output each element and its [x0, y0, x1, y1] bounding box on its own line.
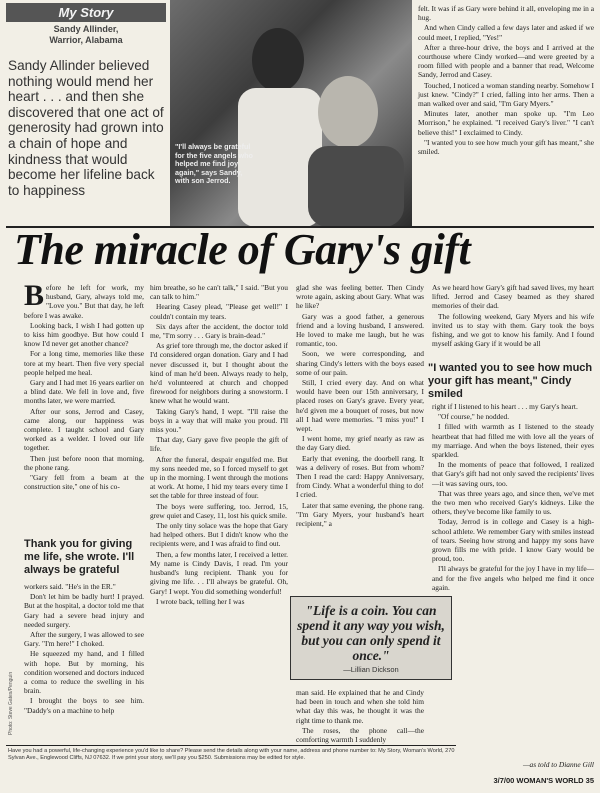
- tr-p2: And when Cindy called a few days later and asked if we could meet, I replied, "Yes!": [418, 23, 594, 42]
- col3-a1: The roses, the phone call—the comforting warmth I suddenly: [296, 725, 424, 745]
- col1-first: [24, 279, 144, 320]
- col4-b3: In the moments of peace that followed, I realized that Gary's gift had not only saved the recipients' lives—it was saving ours, too.: [432, 460, 594, 488]
- col2-p7: The boys were suffering, too. Jerrod, 15, grew quiet and Casey, 11, lost his quick smile.: [150, 501, 288, 520]
- col4-p1: The following weekend, Gary Myers and his wife invited us to stay with them. Gary took the boys fishing, and we got to know his family. And I found myself asking Gary if it would be all: [432, 311, 594, 349]
- photo-caption: "I'll always be grateful for the five angels who helped me find joy again," says Sandy, with son Jerrod.: [175, 142, 253, 186]
- page-folio: 3/7/00 WOMAN'S WORLD 35: [493, 776, 594, 785]
- col1-p2: For a long time, memories like these tore at my heart. Then five very special people helped me heal.: [24, 349, 144, 377]
- top-right-column: [418, 4, 594, 157]
- quote-box: [290, 596, 452, 680]
- col1-p1: Looking back, I wish I had gotten up to kiss him goodbye. But how could I know I'd never get another chance?: [24, 320, 144, 349]
- tr-p3: After a three-hour drive, the boys and I arrived at the courthouse where Cindy worked—and were greeted by a room filled with people and a banner that read, Welcome Sandy, Jerrod and Casey.: [418, 42, 594, 80]
- section-tab: My Story: [6, 3, 166, 22]
- col4-b2: I filled with warmth as I listened to the steady heartbeat that had filled me with love all the years of my marriage. And when the boys listened, their eyes sparkled.: [432, 422, 594, 460]
- col4-b4: That was three years ago, and since then, we've met the two men who received Gary's kidneys. Like the others, they've become like family to us.: [432, 488, 594, 517]
- col1-a3: After the surgery, I was allowed to see Gary. "I'm here!" I choked.: [24, 630, 144, 649]
- col1-p5: Then just before noon that morning, the phone rang.: [24, 453, 144, 472]
- as-told-to: —as told to Dianne Gill: [522, 760, 594, 769]
- col3-p1: Gary was a good father, a generous friend and a loving husband, I answered. He loved to make me laugh, but he was romantic, too.: [296, 311, 424, 349]
- col4-b1: "Of course," he nodded.: [438, 412, 510, 422]
- col4-b5: Today, Jerrod is in college and Casey is a high-school athlete. We remember Gary with smiles instead of tears. Seeing how strong and happy my sons have grown fills me with pride. I know Gary would be proud, too.: [432, 517, 594, 564]
- column-2: [150, 283, 288, 607]
- author-byline: [6, 24, 166, 46]
- col2-p8: The only tiny solace was the hope that Gary had helped others. But I didn't know who the recipients were, and I was afraid to find out.: [150, 521, 288, 549]
- col2-p2: Six days after the accident, the doctor told me, "I'm sorry . . . Gary is brain-dead.": [150, 321, 288, 341]
- col1-p4: After our sons, Jerrod and Casey, came along, our happiness was complete. I taught school and Gary worked as a welder. I loved our life together.: [24, 406, 144, 453]
- column-4: [432, 283, 594, 349]
- column-3-continued: [296, 688, 424, 745]
- col1-a5: I brought the boys to see him. "Daddy's on a machine to help: [24, 696, 144, 715]
- col1-p3: Gary and I had met 16 years earlier on a blind date. We fell in love and, five months later, we were married.: [24, 378, 144, 406]
- col2-p5: That day, Gary gave five people the gift of life.: [150, 435, 288, 454]
- col2-p4: Taking Gary's hand, I wept. "I'll raise the boys in a way that will make you proud. I'll miss you.": [150, 406, 288, 435]
- tr-p4: Touched, I noticed a woman standing nearby. Somehow I just knew. "Cindy?" I cried, falling into her arms. Then a man walked over and said, "I'm Gary Myers.": [418, 80, 594, 109]
- col3-p5: Early that evening, the doorbell rang. It was a delivery of roses. But from whom? Then I read the card: Happy Anniversary, from Cindy. What a wonderful thing to do! I cried.: [296, 453, 424, 500]
- col4-p0: As we heard how Gary's gift had saved lives, my heart lifted. Jerrod and Casey beamed as they shared memories of their dad.: [432, 283, 594, 311]
- col3-p0: glad she was feeling better. Then Cindy wrote again, asking about Gary. What was he like?: [296, 283, 424, 311]
- col4-b6: I'll always be grateful for the joy I have in my life—and for the five angels who helped me find it once again.: [432, 564, 594, 592]
- col2-p9: Then, a few months later, I received a letter. My name is Cindy Davis, I read. I'm your husband's lung recipient. Thank you for giving me life. . . I'll always be grateful. Oh, Gary! I wept. You did something wonderful!: [150, 549, 288, 596]
- col2-p0: him breathe, so he can't talk," I said. "But you can talk to him.": [150, 283, 288, 302]
- story-photo: [170, 0, 412, 227]
- tr-p6: "I wanted you to see how much your gift has meant," she smiled.: [418, 137, 594, 157]
- pull-quote-1: Thank you for giving me life, she wrote. I'll always be grateful: [24, 538, 135, 576]
- quote-text: "Life is a coin. You can spend it any way you wish, but you can only spend it once.": [297, 603, 445, 663]
- tr-p5: Minutes later, another man spoke up. "I'm Leo Morrison," he explained. "I received Gary's liver." "I can't believe this!" I exclaimed to Cindy.: [418, 109, 594, 137]
- col1-a2: Don't let him be badly hurt! I prayed. But at the hospital, a doctor told me that Gary had a severe head injury and needed surgery.: [24, 592, 144, 629]
- author-name: Sandy Allinder,: [53, 24, 119, 34]
- col3-a0: man said. He explained that he and Cindy had been in touch and when she told him what day this was, he thought it was the right time to thank me.: [296, 688, 424, 725]
- portrait-illustration: [170, 0, 412, 227]
- quote-attribution: —Lillian Dickson: [343, 665, 399, 674]
- mother-shoulders: [308, 146, 404, 227]
- submission-footer: Have you had a powerful, life-changing experience you'd like to share? Please send the details along with your name, address and phone number to: My Story, Woman's World, 270 Sylvan Ave., Englewood Cliffs, NJ 07632. If we print your story, we'll pay you $250. Submissions may be edited for style.: [8, 748, 455, 761]
- col1-a4: He squeezed my hand, and I filled with hope. But by morning, his condition worsened and doctors induced a coma to reduce the swelling in his brain.: [24, 649, 144, 696]
- col3-p2: Soon, we were corresponding, and sharing Cindy's letters with the boys eased some of our pain.: [296, 349, 424, 377]
- footer-rule: [6, 745, 456, 746]
- mother-head: [318, 76, 378, 148]
- col2-p1: Hearing Casey plead, "Please get well!" I couldn't contain my tears.: [150, 302, 288, 321]
- drop-cap: B: [24, 279, 45, 312]
- headline: The miracle of Gary's gift: [14, 225, 471, 274]
- col1-a1: workers said. "He's in the ER.": [24, 582, 116, 591]
- column-1-continued: [24, 582, 144, 716]
- col3-p6: Later that same evening, the phone rang. "I'm Gary Myers, your husband's heart recipient," a: [296, 500, 424, 529]
- pull-quote-2: "I wanted you to see how much your gift has meant," Cindy smiled: [428, 362, 593, 400]
- column-1: [24, 279, 144, 492]
- col3-p4: I went home, my grief nearly as raw as the day Gary died.: [296, 434, 424, 453]
- author-location: Warrior, Alabama: [49, 35, 123, 45]
- intro-deck: Sandy Allinder believed nothing would mend her heart . . . and then she discovered that one act of generosity had grown into a chain of hope and kindness that would become her lifeline back to happiness: [8, 58, 164, 198]
- col4-b0: right if I listened to his heart . . . my Gary's heart.: [432, 402, 578, 411]
- column-4-continued: [432, 402, 594, 593]
- col1-first-text: efore he left for work, my husband, Gary, always told me, "Love you." But that day, he left before I was awake.: [24, 283, 144, 320]
- col1-p6: "Gary fell from a beam at the construction site," one of his co-: [24, 473, 144, 492]
- col2-p6: After the funeral, despair engulfed me. But my sons needed me, so I forced myself to get up in the morning. I went through the motions at work. At home, I hid my tears every time I set the table for three instead of four.: [150, 454, 288, 501]
- son-head: [252, 28, 304, 92]
- column-3: [296, 283, 424, 529]
- col2-p3: As grief tore through me, the doctor asked if I'd considered organ donation. Gary and I had never discussed it, but I thought about the kind of man he'd been. Always ready to help, he'd volunteered at church and chopped firewood for neighbors during a snowstorm. I knew what he would want.: [150, 341, 288, 406]
- col2-p10: I wrote back, telling her I was: [156, 596, 245, 606]
- col3-p3: Still, I cried every day. And on what would have been our 15th anniversary, I placed roses on Gary's grave. Every year, he'd given me a bouquet of roses, but now all I had were memories. "I miss you!" I wept.: [296, 378, 424, 434]
- tr-p1: felt. It was if as Gary were behind it all, enveloping me in a hug.: [418, 4, 594, 23]
- photo-credit: Photo: Steve Gates/Penguin: [8, 671, 14, 735]
